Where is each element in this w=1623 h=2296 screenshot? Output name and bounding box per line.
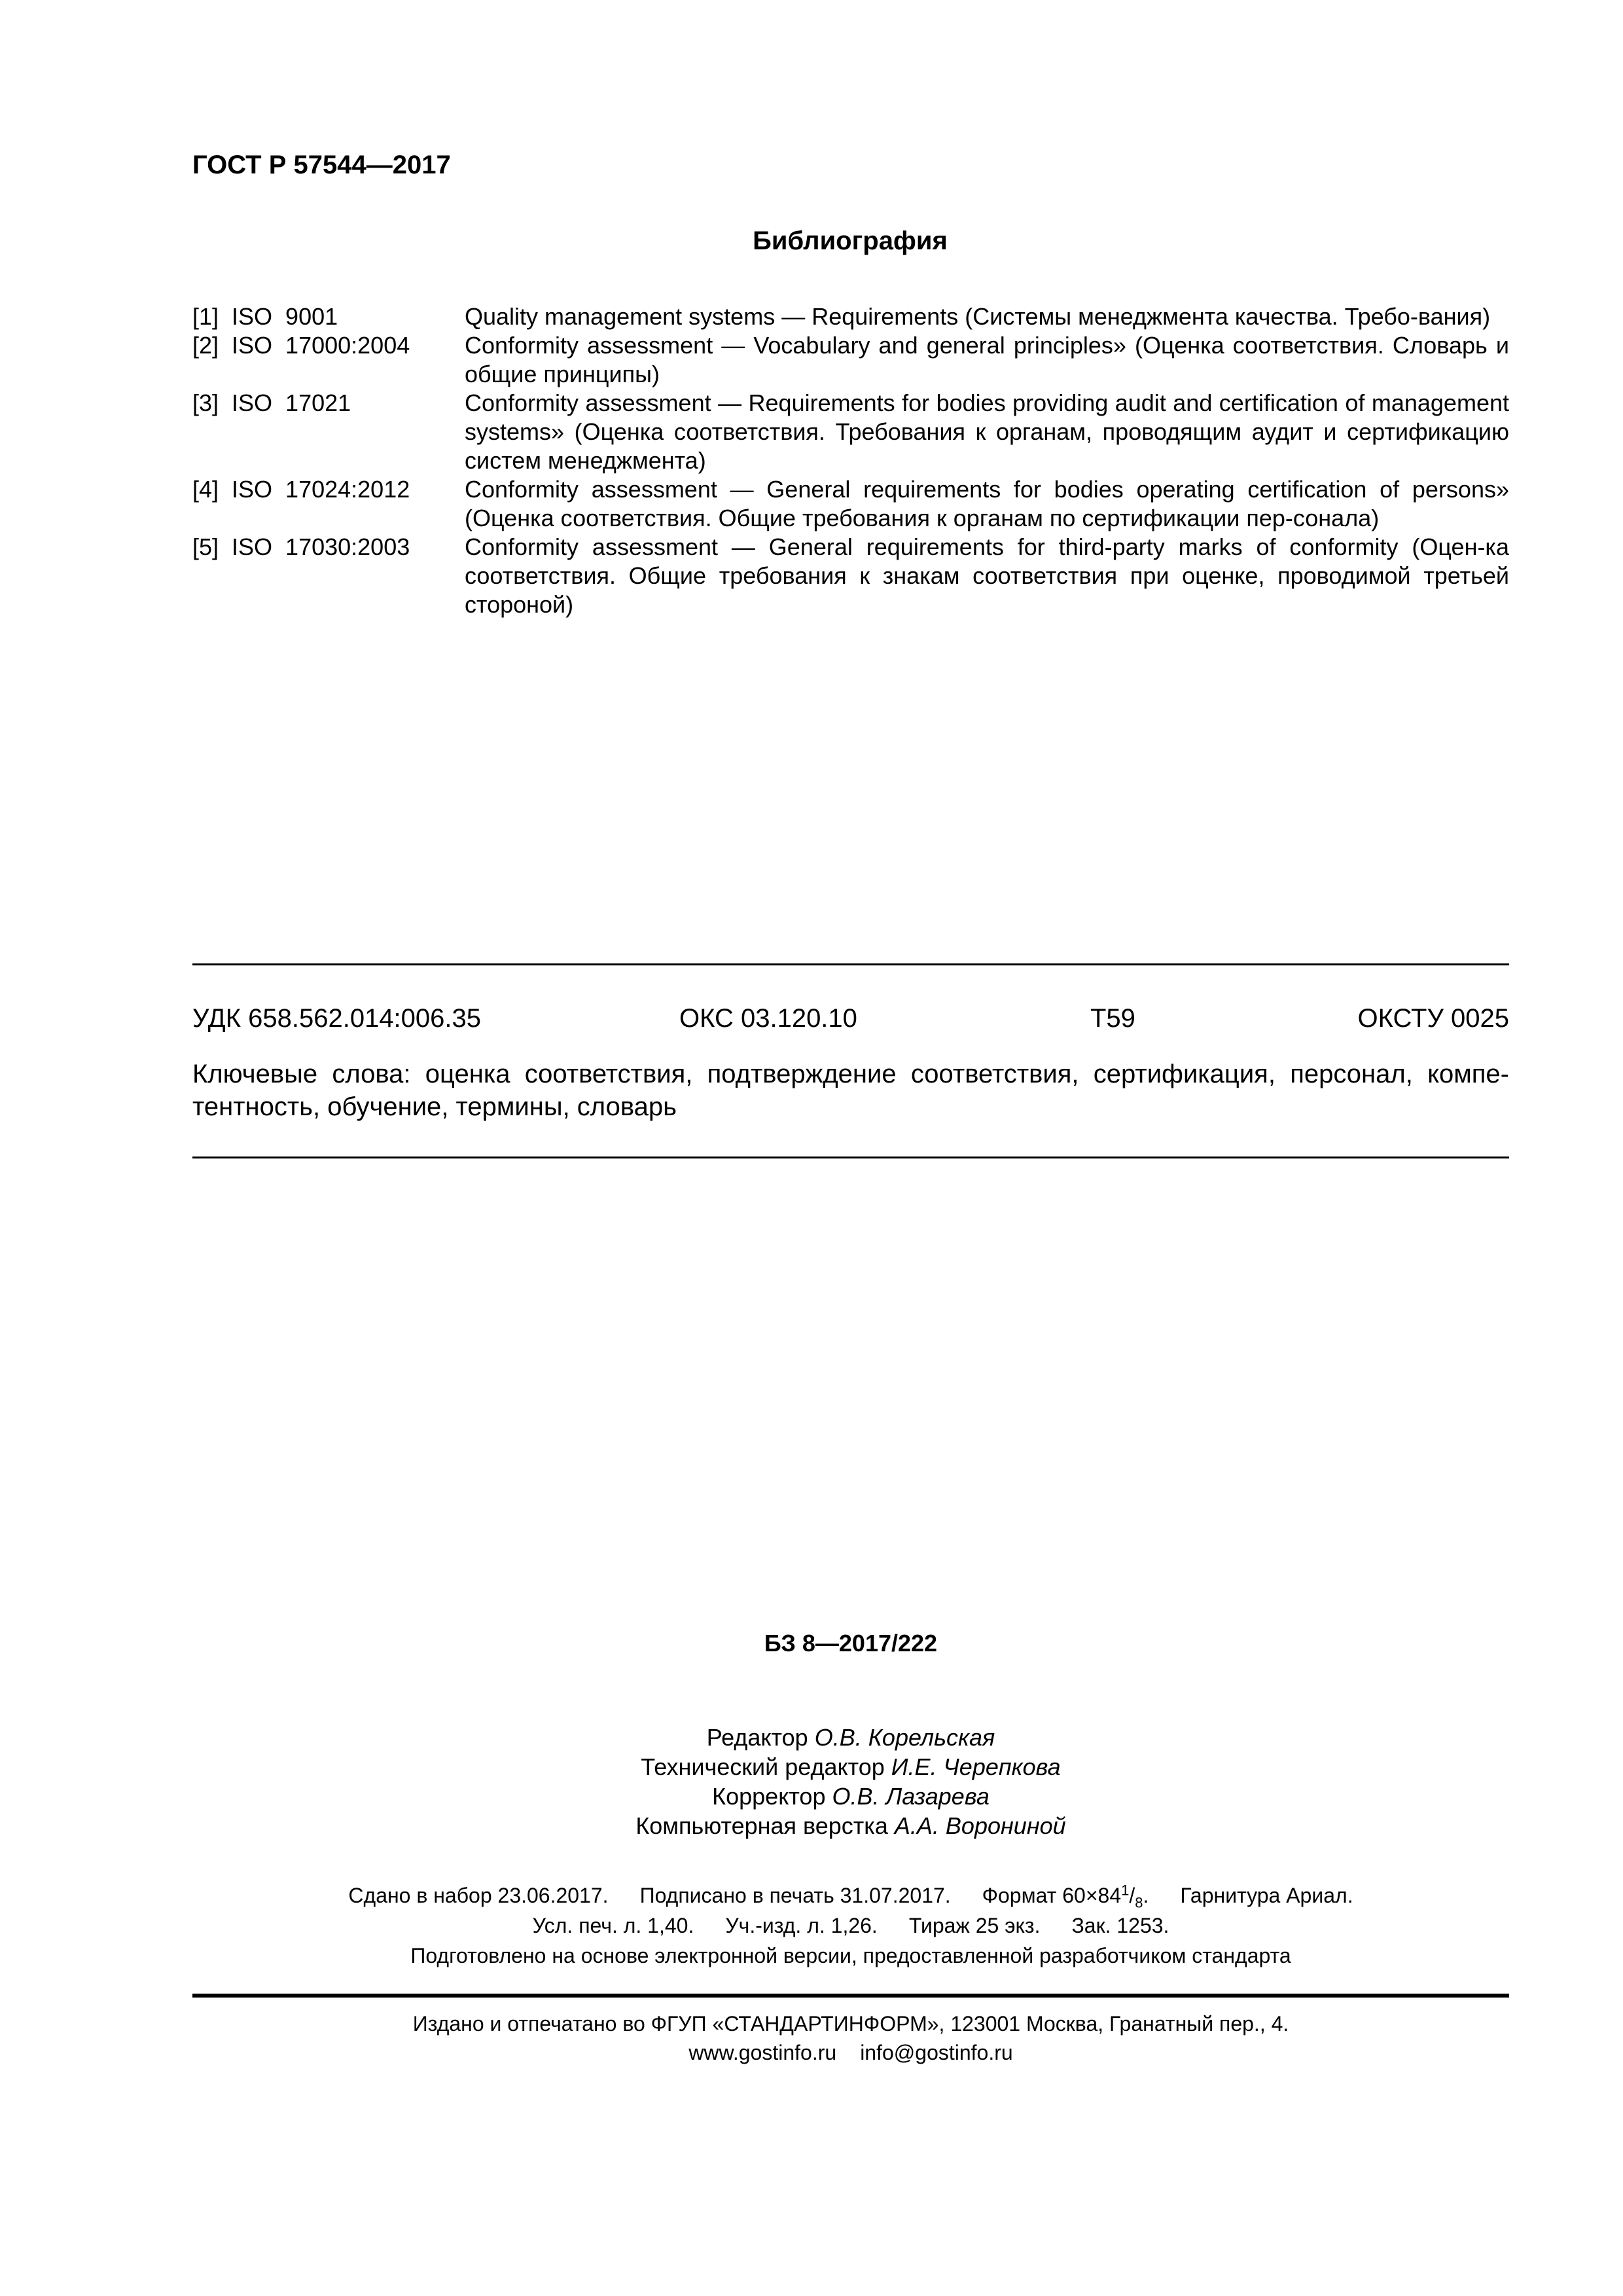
editor-line <box>192 1782 1509 1811</box>
editor-name: И.Е. Черепкова <box>891 1753 1061 1780</box>
editor-role: Компьютерная верстка <box>635 1812 888 1839</box>
imprint-block <box>192 1880 1509 1971</box>
prepared-note: Подготовлено на основе электронной версии, предоставленной разработчиком стандарта <box>410 1944 1291 1967</box>
bz-number: БЗ 8—2017/222 <box>764 1630 938 1657</box>
okstu-code: ОКСТУ 0025 <box>1357 1004 1509 1033</box>
editor-role: Корректор <box>712 1783 826 1810</box>
bibliography-text: Conformity assessment — General requirements for bodies operating certification of persons» (Оценка соответствия. Общие требования к органам по сертификации пер-сонала) <box>465 476 1509 531</box>
editor-line <box>192 1811 1509 1840</box>
keywords: Ключевые слова: оценка соответствия, подтверждение соответствия, сертификация, персонал, компе-тентность, обучение, термины, словарь <box>192 1060 1509 1121</box>
bibliography-entry <box>192 533 1509 619</box>
paper-format: Формат $60\times 84^1/_8$. <box>982 1882 1149 1911</box>
typeface: Гарнитура Ариал. <box>1180 1884 1353 1907</box>
submitted-date: Сдано в набор 23.06.2017. <box>348 1884 609 1907</box>
bibliography-entry <box>192 389 1509 475</box>
print-sheets: Усл. печ. л. 1,40. <box>532 1914 694 1937</box>
divider-thick <box>192 1994 1509 1998</box>
bibliography-ref: [5] ISO 17030:2003 <box>192 533 410 560</box>
editor-name: О.В. Лазарева <box>832 1783 990 1810</box>
publisher-line: Издано и отпечатано во ФГУП «СТАНДАРТИНФОРМ», 123001 Москва, Гранатный пер., 4. <box>412 2012 1289 2036</box>
signed-date: Подписано в печать 31.07.2017. <box>639 1884 951 1907</box>
bibliography-text: Conformity assessment — Requirements for bodies providing audit and certification of management systems» (Оценка соответствия. Требования к органам, проводящим аудит и сертификацию систем менеджмента) <box>465 389 1509 474</box>
bibliography-ref: [2] ISO 17000:2004 <box>192 332 410 359</box>
circulation: Тираж 25 экз. <box>908 1914 1041 1937</box>
publisher-block <box>192 2009 1509 2067</box>
publisher-contacts <box>192 2038 1509 2067</box>
bibliography-text: Quality management systems — Requirements (Системы менеджмента качества. Требо-вания) <box>465 303 1491 330</box>
bibliography-text: Conformity assessment — Vocabulary and general principles» (Оценка соответствия. Словарь и общие принципы) <box>465 332 1509 387</box>
editor-role: Редактор <box>706 1724 808 1751</box>
website-link[interactable]: www.gostinfo.ru <box>688 2041 837 2064</box>
divider-bottom <box>192 1157 1509 1158</box>
editor-line <box>192 1723 1509 1752</box>
bibliography-list <box>192 302 1509 619</box>
bibliography-title: Библиография <box>753 226 948 255</box>
editor-line <box>192 1752 1509 1782</box>
bibliography-ref: [1] ISO 9001 <box>192 303 338 330</box>
bibliography-text: Conformity assessment — General requirements for third-party marks of conformity (Оцен-ка соответствия. Общие требования к знакам соответствия при оценке, проводимой третьей стороной) <box>465 533 1509 618</box>
bibliography-ref: [4] ISO 17024:2012 <box>192 476 410 503</box>
udk-code: УДК 658.562.014:006.35 <box>192 1004 482 1033</box>
editor-name: А.А. Ворониной <box>894 1812 1066 1839</box>
imprint-line-1 <box>192 1880 1509 1910</box>
bibliography-entry <box>192 331 1509 389</box>
editor-role: Технический редактор <box>641 1753 885 1780</box>
imprint-line-2 <box>192 1910 1509 1941</box>
oks-code: ОКС 03.120.10 <box>679 1004 857 1033</box>
publication-sheets: Уч.-изд. л. 1,26. <box>725 1914 878 1937</box>
editor-name: О.В. Корельская <box>814 1724 995 1751</box>
standard-code: ГОСТ Р 57544—2017 <box>192 151 451 179</box>
email-link[interactable]: info@gostinfo.ru <box>860 2041 1013 2064</box>
order-number: Зак. 1253. <box>1071 1914 1169 1937</box>
bibliography-entry <box>192 475 1509 533</box>
t-code: Т59 <box>1090 1004 1135 1033</box>
bibliography-ref: [3] ISO 17021 <box>192 389 351 416</box>
divider-top <box>192 963 1509 965</box>
editors-block <box>192 1723 1509 1840</box>
bibliography-entry <box>192 302 1509 331</box>
